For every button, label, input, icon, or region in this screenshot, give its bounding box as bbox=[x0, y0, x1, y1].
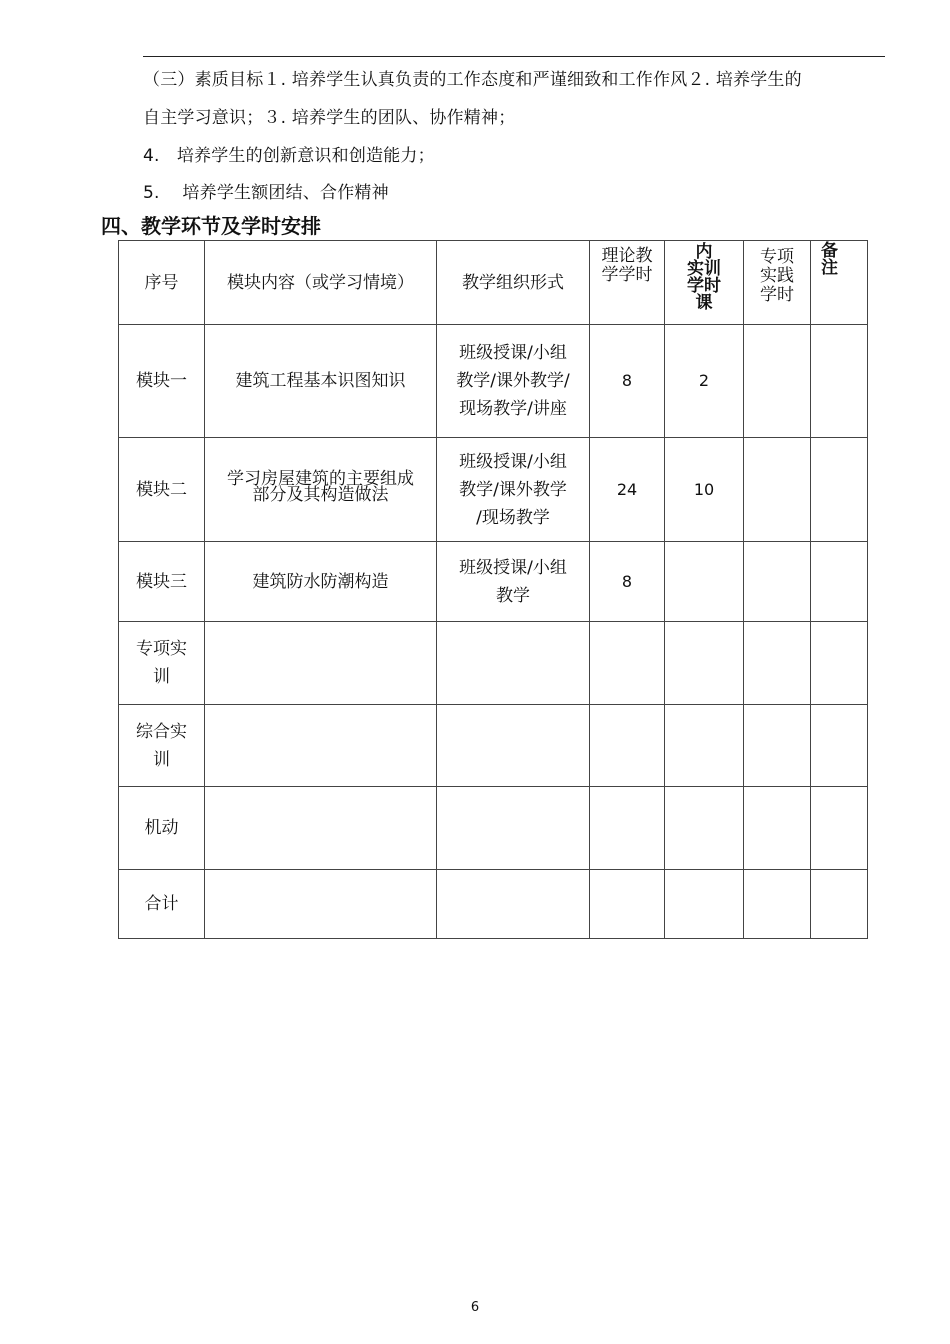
row-module-l1: 学习房屋建筑的主要组成 bbox=[227, 468, 414, 489]
row-theory-hours: 8 bbox=[590, 542, 665, 622]
row-form bbox=[437, 542, 590, 622]
row-special-hours bbox=[744, 705, 811, 787]
row-module: 建筑防水防潮构造 bbox=[205, 542, 437, 622]
row-special-hours bbox=[744, 870, 811, 939]
row-note bbox=[811, 438, 868, 542]
quality-goal-item-4: 4. 培养学生的创新意识和创造能力； bbox=[143, 146, 435, 166]
header-inner-training-hours bbox=[665, 241, 744, 325]
table-row bbox=[119, 325, 868, 438]
table-row bbox=[119, 705, 868, 787]
row-seq: 模块一 bbox=[119, 325, 205, 438]
row-inner-hours bbox=[665, 870, 744, 939]
row-seq-l1: 专项实 bbox=[136, 639, 187, 659]
row-note bbox=[811, 787, 868, 870]
quality-goal-item-5: 5. 培养学生额团结、合作精神 bbox=[143, 183, 389, 203]
table-row bbox=[119, 438, 868, 542]
quality-goal-line-2: 自主学习意识；３. 培养学生的团队、协作精神； bbox=[143, 108, 516, 128]
row-form bbox=[437, 438, 590, 542]
header-special-l1: 专项 bbox=[760, 247, 794, 267]
row-special-hours bbox=[744, 542, 811, 622]
row-special-hours bbox=[744, 325, 811, 438]
row-theory-hours bbox=[590, 870, 665, 939]
header-theory-hours bbox=[590, 241, 665, 325]
row-form-l2: 教学 bbox=[496, 585, 530, 606]
row-seq bbox=[119, 622, 205, 705]
row-module bbox=[205, 705, 437, 787]
row-special-hours bbox=[744, 787, 811, 870]
header-special-practice-hours bbox=[744, 241, 811, 325]
teaching-schedule-table bbox=[118, 240, 868, 939]
row-note bbox=[811, 622, 868, 705]
header-form: 教学组织形式 bbox=[437, 241, 590, 325]
row-seq: 合计 bbox=[119, 870, 205, 939]
row-theory-hours: 8 bbox=[590, 325, 665, 438]
page-number: 6 bbox=[470, 1300, 480, 1315]
row-module bbox=[205, 622, 437, 705]
row-form bbox=[437, 870, 590, 939]
header-note-l2: 注 bbox=[821, 258, 838, 278]
header-inner-l2: 实训 bbox=[687, 259, 721, 279]
row-form-l3: /现场教学 bbox=[476, 507, 550, 528]
header-special-l2: 实践 bbox=[760, 266, 794, 286]
table-row bbox=[119, 542, 868, 622]
row-seq: 模块二 bbox=[119, 438, 205, 542]
row-form-l3: 现场教学/讲座 bbox=[459, 399, 567, 419]
row-module bbox=[205, 870, 437, 939]
row-form bbox=[437, 325, 590, 438]
row-form-l2: 教学/课外教学 bbox=[459, 479, 567, 500]
row-form-l1: 班级授课/小组 bbox=[459, 557, 567, 578]
header-note-l1: 备 bbox=[821, 241, 838, 261]
row-module bbox=[205, 787, 437, 870]
row-inner-hours: 10 bbox=[665, 438, 744, 542]
row-theory-hours: 24 bbox=[590, 438, 665, 542]
table-header-row bbox=[119, 241, 868, 325]
row-module: 建筑工程基本识图知识 bbox=[205, 325, 437, 438]
row-theory-hours bbox=[590, 622, 665, 705]
row-seq-l1: 综合实 bbox=[136, 721, 187, 742]
header-special-l3: 学时 bbox=[760, 285, 794, 305]
row-inner-hours bbox=[665, 622, 744, 705]
header-theory-l2: 学学时 bbox=[601, 265, 653, 285]
header-rule bbox=[143, 56, 885, 57]
row-seq bbox=[119, 705, 205, 787]
row-special-hours bbox=[744, 622, 811, 705]
row-note bbox=[811, 705, 868, 787]
header-inner-l1: 内 bbox=[695, 242, 713, 262]
row-form-l1: 班级授课/小组 bbox=[459, 451, 567, 472]
row-module bbox=[205, 438, 437, 542]
row-form bbox=[437, 622, 590, 705]
row-inner-hours: 2 bbox=[665, 325, 744, 438]
row-form bbox=[437, 787, 590, 870]
quality-goal-line-1: （三）素质目标１. 培养学生认真负责的工作态度和严谨细致和工作作风２. 培养学生的 bbox=[143, 70, 802, 90]
table-row bbox=[119, 622, 868, 705]
section-heading: 四、教学环节及学时安排 bbox=[101, 214, 321, 238]
row-form-l1: 班级授课/小组 bbox=[459, 343, 567, 363]
row-seq-l2: 训 bbox=[153, 667, 170, 687]
row-seq-l2: 训 bbox=[153, 749, 170, 770]
header-module: 模块内容（或学习情境） bbox=[205, 241, 437, 325]
header-inner-l4: 课 bbox=[695, 293, 713, 313]
row-theory-hours bbox=[590, 787, 665, 870]
header-note bbox=[811, 241, 868, 325]
table-row bbox=[119, 787, 868, 870]
row-inner-hours bbox=[665, 542, 744, 622]
row-module-l2: 部分及其构造做法 bbox=[252, 484, 389, 505]
header-seq: 序号 bbox=[119, 241, 205, 325]
row-note bbox=[811, 325, 868, 438]
row-inner-hours bbox=[665, 705, 744, 787]
row-form bbox=[437, 705, 590, 787]
header-theory-l1: 理论教 bbox=[601, 246, 653, 266]
row-inner-hours bbox=[665, 787, 744, 870]
row-seq: 机动 bbox=[119, 787, 205, 870]
row-form-l2: 教学/课外教学/ bbox=[456, 371, 570, 391]
row-note bbox=[811, 870, 868, 939]
row-seq: 模块三 bbox=[119, 542, 205, 622]
row-special-hours bbox=[744, 438, 811, 542]
row-theory-hours bbox=[590, 705, 665, 787]
row-note bbox=[811, 542, 868, 622]
table-row bbox=[119, 870, 868, 939]
header-inner-l3: 学时 bbox=[687, 276, 721, 296]
